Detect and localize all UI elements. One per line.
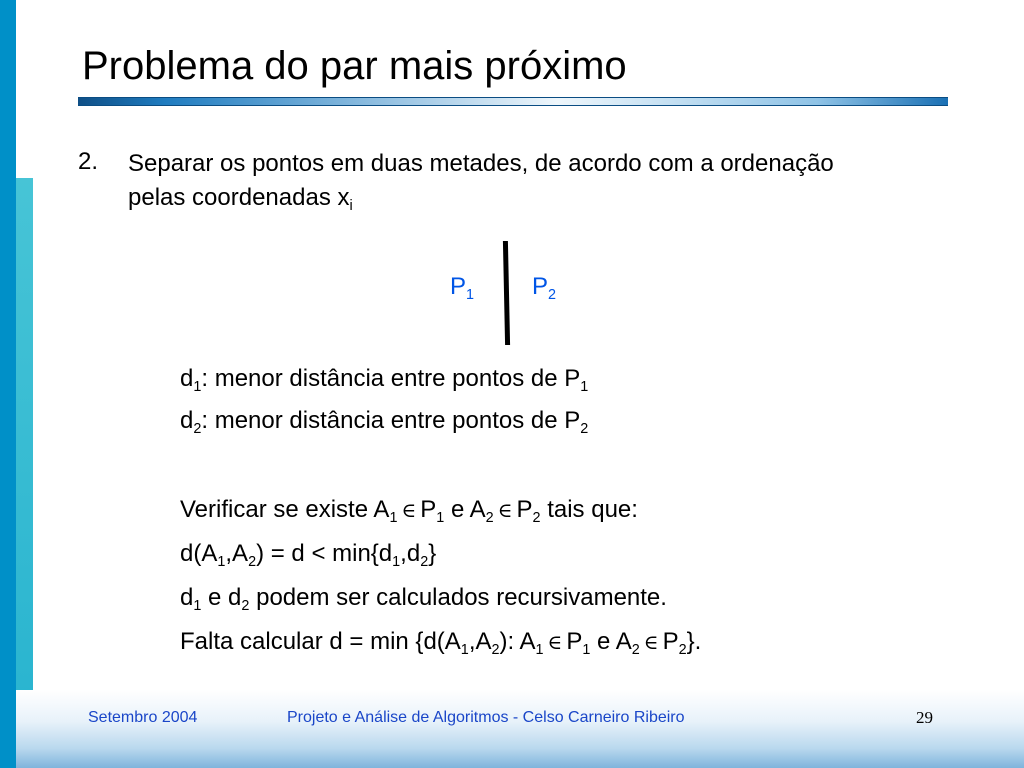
footer-course: Projeto e Análise de Algoritmos - Celso Carneiro Ribeiro xyxy=(287,709,685,726)
v3-s1: 1 xyxy=(193,598,202,615)
v2-s2: 2 xyxy=(248,554,257,571)
v4-e: e A xyxy=(590,628,632,655)
v2-d: ,d xyxy=(400,540,421,567)
v2-a: d(A xyxy=(180,540,218,567)
partition-left-letter: P xyxy=(450,273,467,300)
partition-left-label xyxy=(450,272,474,302)
verify-line-1 xyxy=(180,495,638,525)
element-of-symbol: ∈ xyxy=(547,630,563,654)
v4-s1: 1 xyxy=(460,642,469,659)
definition-d2 xyxy=(180,406,588,436)
v4-s4: 1 xyxy=(582,642,591,659)
v4-s5: 2 xyxy=(631,642,640,659)
v1-s4: 2 xyxy=(532,510,541,527)
v2-b: ,A xyxy=(225,540,249,567)
bottom-left-bar xyxy=(0,690,16,768)
footer-date: Setembro 2004 xyxy=(88,709,198,726)
v4-s3: 1 xyxy=(535,642,544,659)
v1-e: tais que: xyxy=(540,496,638,523)
partition-right-sub: 2 xyxy=(548,287,557,304)
d2-var: d xyxy=(180,407,194,434)
v4-c: ): A xyxy=(499,628,536,655)
v4-f: P xyxy=(662,628,679,655)
left-accent-bar xyxy=(0,0,16,768)
title-underline xyxy=(78,97,948,106)
v2-c: ) = d < min{d xyxy=(256,540,393,567)
v1-a: Verificar se existe A xyxy=(180,496,390,523)
element-of-symbol: ∈ xyxy=(643,630,659,654)
d1-sub: 1 xyxy=(193,379,202,396)
list-item-text-main: Separar os pontos em duas metades, de acordo com a ordenação pelas coordenadas x xyxy=(128,150,834,211)
v1-s3: 2 xyxy=(485,510,494,527)
d2-sub: 2 xyxy=(193,421,202,438)
d2-text: : menor distância entre pontos de P xyxy=(201,407,581,434)
list-item-number: 2. xyxy=(78,148,99,175)
v4-s2: 2 xyxy=(491,642,500,659)
list-item-text xyxy=(128,147,888,215)
v3-b: e d xyxy=(201,584,242,611)
v4-d: P xyxy=(566,628,583,655)
v1-s1: 1 xyxy=(389,510,398,527)
v1-s2: 1 xyxy=(436,510,445,527)
verify-line-2 xyxy=(180,539,436,569)
d2-end-sub: 2 xyxy=(580,421,589,438)
partition-divider xyxy=(503,241,510,345)
v4-a: Falta calcular d = min {d(A xyxy=(180,628,461,655)
v4-b: ,A xyxy=(468,628,492,655)
v2-s3: 1 xyxy=(392,554,401,571)
bottom-gradient-band xyxy=(0,690,1024,768)
v3-a: d xyxy=(180,584,194,611)
partition-right-label xyxy=(532,272,556,302)
v3-c: podem ser calculados recursivamente. xyxy=(249,584,667,611)
element-of-symbol: ∈ xyxy=(497,498,513,522)
slide-title: Problema do par mais próximo xyxy=(82,44,627,88)
v2-e: } xyxy=(428,540,437,567)
element-of-symbol: ∈ xyxy=(401,498,417,522)
list-item-text-sub: i xyxy=(349,198,353,215)
page-number: 29 xyxy=(916,708,933,727)
partition-left-sub: 1 xyxy=(466,287,475,304)
d1-end-sub: 1 xyxy=(580,379,589,396)
v2-s1: 1 xyxy=(217,554,226,571)
left-accent-bar-inner xyxy=(16,178,33,753)
verify-line-3 xyxy=(180,583,667,613)
d1-var: d xyxy=(180,365,194,392)
v3-s2: 2 xyxy=(241,598,250,615)
v4-s6: 2 xyxy=(678,642,687,659)
verify-line-4 xyxy=(180,627,701,657)
v1-d: P xyxy=(516,496,533,523)
v1-c: e A xyxy=(444,496,486,523)
partition-right-letter: P xyxy=(532,273,549,300)
v1-b: P xyxy=(420,496,437,523)
d1-text: : menor distância entre pontos de P xyxy=(201,365,581,392)
v4-g: }. xyxy=(686,628,702,655)
v2-s4: 2 xyxy=(420,554,429,571)
definition-d1 xyxy=(180,364,588,394)
